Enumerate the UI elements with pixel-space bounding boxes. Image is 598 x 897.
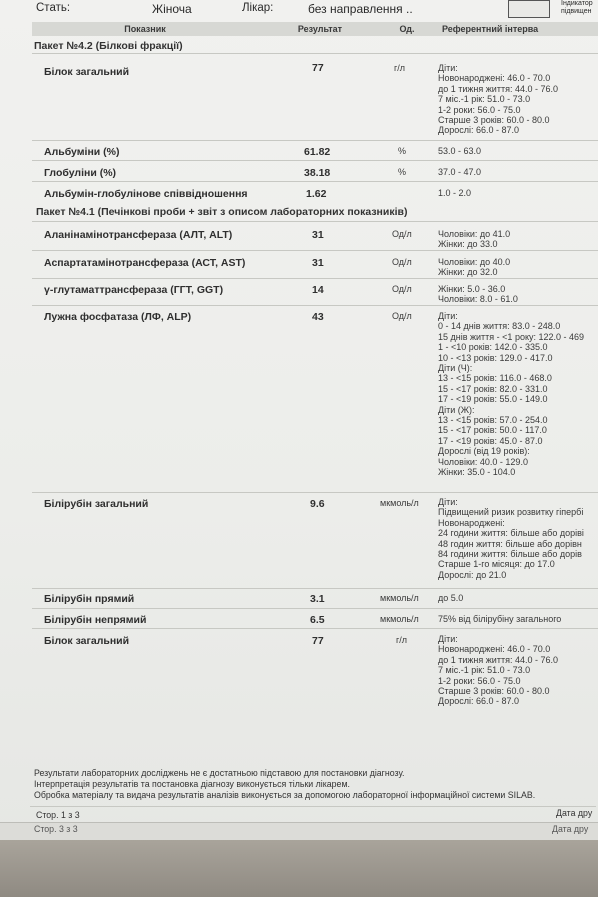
row-unit: г/л	[396, 635, 408, 645]
row-result: 31	[312, 229, 324, 241]
row-unit: Од/л	[392, 284, 412, 294]
col-header-name: Показник	[124, 24, 166, 34]
page-number: Стор. 1 з 3	[36, 810, 80, 820]
row-result: 38.18	[304, 167, 331, 179]
row-name: Аланінамінотрансфераза (АЛТ, ALT)	[44, 229, 233, 241]
row-result: 31	[312, 257, 324, 269]
row-name: Білірубін непрямий	[44, 614, 147, 626]
footer-note: Результати лабораторних досліджень не є достатньою підставою для постановки діагнозу.	[34, 768, 405, 778]
divider	[32, 160, 598, 161]
row-unit: мкмоль/л	[380, 498, 419, 508]
row-unit: Од/л	[392, 229, 412, 239]
row-name: Білок загальний	[44, 635, 130, 647]
row-name: Білок загальний	[44, 66, 130, 78]
print-date-label: Дата дру	[556, 808, 593, 818]
row-name: γ-глутаматтрансфераза (ГГТ, GGT)	[44, 284, 224, 296]
divider	[32, 53, 598, 54]
row-name: Аспартатамінотрансфераза (АСТ, AST)	[44, 257, 246, 269]
row-unit: Од/л	[392, 311, 412, 321]
indicator-box	[508, 0, 550, 18]
row-result: 14	[312, 284, 324, 296]
row-reference: 1.0 - 2.0	[438, 188, 472, 198]
indicator-label: Індикатор підвищен	[561, 0, 593, 15]
doctor-label: Лікар:	[242, 2, 274, 14]
package-title: Пакет №4.1 (Печінкові проби + звіт з описом лабораторних показників)	[36, 206, 408, 218]
row-result: 77	[312, 62, 324, 74]
row-unit: мкмоль/л	[380, 614, 419, 624]
row-result: 77	[312, 635, 324, 647]
sex-value: Жіноча	[152, 2, 192, 16]
divider	[32, 250, 598, 251]
col-header-result: Результат	[297, 24, 343, 34]
row-reference: Чоловіки: до 41.0 Жінки: до 33.0	[438, 229, 511, 250]
row-name: Альбуміни (%)	[44, 146, 120, 158]
sex-label: Стать:	[36, 2, 71, 14]
background-surface	[0, 840, 598, 897]
divider	[32, 305, 598, 306]
back-page-number: Стор. 3 з 3	[34, 824, 78, 834]
row-reference: Діти: Новонароджені: 46.0 - 70.0 до 1 тижня життя: 44.0 - 76.0 7 міс.-1 рік: 51.0 - 73.0 1-2 роки: 56.0 - 75.0 Старше 3 років: 60.0 - 80.0 Дорослі: 66.0 - 87.0	[438, 634, 558, 707]
divider	[32, 608, 598, 609]
row-reference: до 5.0	[438, 593, 464, 603]
doctor-value: без направлення ..	[308, 2, 413, 16]
footer-note: Інтерпретація результатів та постановка діагнозу виконується тільки лікарем.	[34, 779, 350, 789]
divider	[32, 221, 598, 222]
row-result: 9.6	[310, 498, 325, 510]
row-name: Білірубін прямий	[44, 593, 135, 605]
row-reference: Жінки: 5.0 - 36.0 Чоловіки: 8.0 - 61.0	[438, 284, 518, 305]
row-name: Альбумін-глобулінове співвідношення	[44, 188, 248, 200]
row-name: Білірубін загальний	[44, 498, 149, 510]
row-unit: %	[398, 167, 407, 177]
row-name: Лужна фосфатаза (ЛФ, ALP)	[44, 311, 192, 323]
col-header-unit: Од.	[399, 24, 415, 34]
row-reference: 53.0 - 63.0	[438, 146, 482, 156]
row-result: 61.82	[304, 146, 331, 158]
footer-note: Обробка матеріалу та видача результатів аналізів виконується за допомогою лабораторної інформаційної системи SILAB.	[34, 790, 536, 800]
package-title: Пакет №4.2 (Білкові фракції)	[34, 40, 183, 52]
row-unit: Од/л	[392, 257, 412, 267]
divider	[32, 278, 598, 279]
row-result: 3.1	[310, 593, 325, 605]
footer-notes	[34, 768, 535, 801]
back-page-edge	[0, 822, 598, 841]
row-reference: Діти: Новонароджені: 46.0 - 70.0 до 1 тижня життя: 44.0 - 76.0 7 міс.-1 рік: 51.0 - 73.0 1-2 роки: 56.0 - 75.0 Старше 3 років: 60.0 - 80.0 Дорослі: 66.0 - 87.0	[438, 63, 558, 136]
divider	[32, 492, 598, 493]
col-header-ref: Референтний інтерва	[442, 24, 539, 34]
row-reference: Діти: Підвищений ризик розвитку гіпербі Новонароджені: 24 години життя: більше або доріві 48 годин життя: більше або дорівн 84 години життя: більше або дорів Старше 1-го місяця: до 17.0 Дорослі: до 21.0	[438, 497, 584, 580]
row-unit: мкмоль/л	[380, 593, 419, 603]
row-unit: %	[398, 146, 407, 156]
divider	[32, 588, 598, 589]
divider	[32, 140, 598, 141]
row-reference: Чоловіки: до 40.0 Жінки: до 32.0	[438, 257, 511, 278]
divider	[32, 628, 598, 629]
row-result: 6.5	[310, 614, 325, 626]
row-result: 43	[312, 311, 324, 323]
divider	[32, 181, 598, 182]
row-unit: г/л	[394, 63, 406, 73]
row-reference: 37.0 - 47.0	[438, 167, 482, 177]
divider	[30, 806, 596, 807]
row-reference: Діти: 0 - 14 днів життя: 83.0 - 248.0 15 днів життя - <1 року: 122.0 - 469 1 - <10 років: 142.0 - 335.0 10 - <13 років: 129.0 - 417.0 Діти (Ч): 13 - <15 років: 116.0 - 468.0 15 - <17 років: 82.0 - 331.0 17 - <19 років: 55.0 - 149.0 Діти (Ж): 13 - <15 років: 57.0 - 254.0 15 - <17 років: 50.0 - 117.0 17 - <19 років: 45.0 - 87.0 Дорослі (від 19 років): Чоловіки: 40.0 - 129.0 Жінки: 35.0 - 104.0	[438, 311, 585, 478]
row-result: 1.62	[306, 188, 327, 200]
back-print-date-label: Дата дру	[552, 824, 589, 834]
row-reference: 75% від білірубіну загального	[438, 614, 562, 624]
row-name: Глобуліни (%)	[44, 167, 117, 179]
table-row	[44, 62, 129, 80]
